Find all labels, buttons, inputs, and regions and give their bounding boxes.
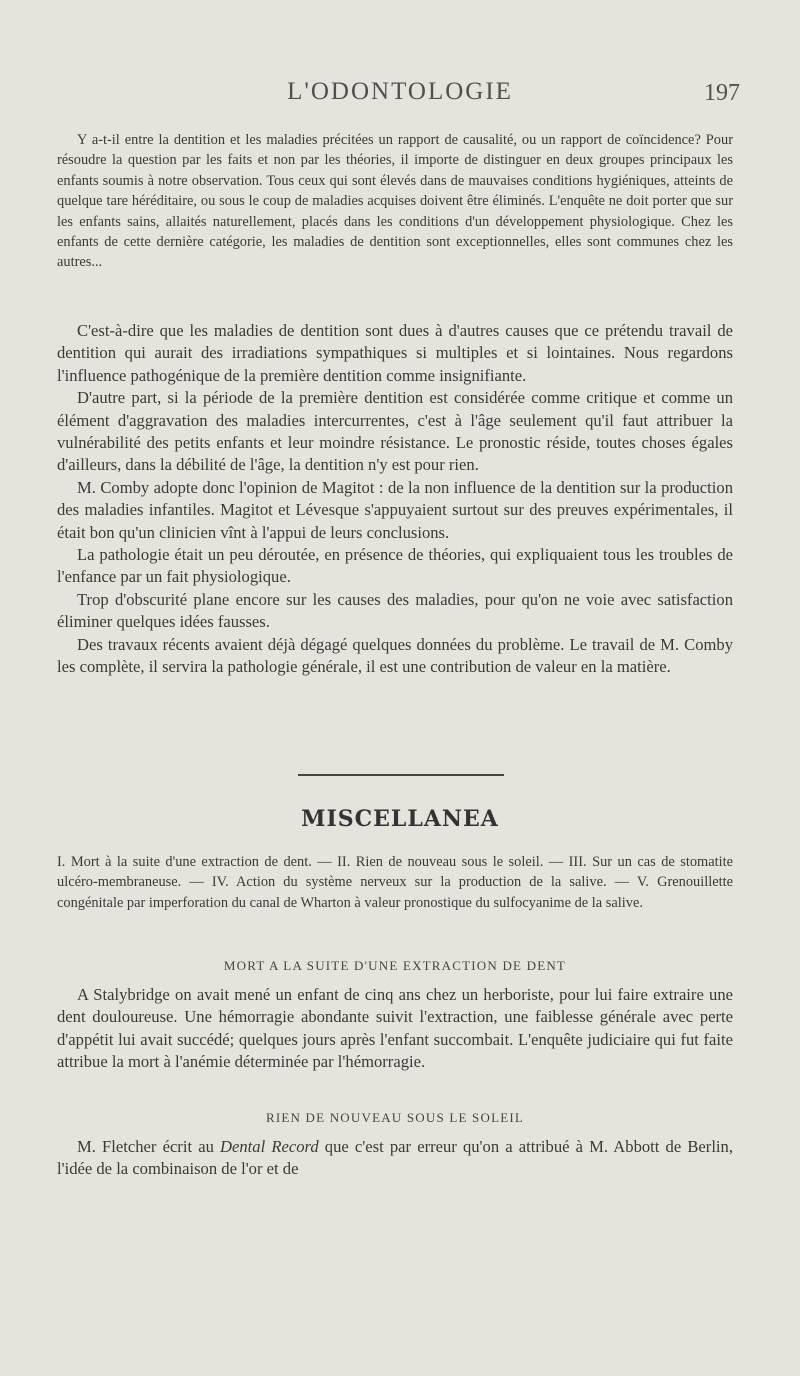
body-paragraph-4: La pathologie était un peu déroutée, en présence de théories, qui expliquaient tous les troubles de l'enfance par un fait physiologique. <box>57 545 733 587</box>
body-paragraph-6: Des travaux récents avaient déjà dégagé quelques données du problème. Le travail de M. Comby les complète, il servira la pathologie générale, il est une contribution de valeur en la matière. <box>57 634 733 677</box>
article-2-text-after: que c'est par erreur qu'on a attribué à M. Abbott de Berlin, l'idée de la combinaison de l'or et de <box>57 1137 733 1179</box>
article-1-title: MORT A LA SUITE D'UNE EXTRACTION DE DENT <box>223 958 567 973</box>
body-paragraph-5: Trop d'obscurité plane encore sur les causes des maladies, pour qu'on ne voie avec satisfaction éliminer quelques idées fausses. <box>57 589 733 632</box>
article-2 <box>57 1110 733 1181</box>
quote-paragraph: Y a-t-il entre la dentition et les maladies précitées un rapport de causalité, ou un rapport de coïncidence? Pour résoudre la question par les faits et non par les théories, il importe de distinguer en deux groupes principaux les enfants soumis à notre observation. Tous ceux qui sont élevés dans de mauvaises conditions hygiéniques, atteints de quelque tare héréditaire, ou sous le coup de maladies acquises doivent être éliminés. L'enquête ne doit porter que sur les enfants sains, allaités naturellement, placés dans les conditions d'un développement physiologique. Chez les enfants de cette dernière catégorie, les maladies de dentition sont exceptionnelles, elles sont communes chez les autres... <box>57 132 733 271</box>
running-header: L'ODONTOLOGIE <box>287 78 513 105</box>
article-1 <box>57 958 733 1074</box>
section-title: MISCELLANEA <box>301 806 499 832</box>
article-2-text-before: M. Fletcher écrit au <box>77 1137 221 1156</box>
body-text <box>57 320 733 679</box>
article-2-title: RIEN DE NOUVEAU SOUS LE SOLEIL <box>265 1110 525 1125</box>
body-paragraph-2: D'autre part, si la période de la première dentition est considérée comme critique et comme un élément d'aggravation des maladies intercurrentes, c'est à l'âge seulement qu'il faut attribuer la vulnérabilité des petits enfants et leur moindre résistance. Le pronostic réside, toutes choses égales d'ailleurs, dans la débilité de l'âge, la dentition n'y est pour rien. <box>57 388 733 475</box>
article-2-text <box>57 1136 733 1181</box>
section-summary: I. Mort à la suite d'une extraction de dent. — II. Rien de nouveau sous le soleil. — III. Sur un cas de stomatite ulcéro-membraneuse. — IV. Action du système nerveux sur la production de la salive. — V. Grenouillette congénitale par imperforation du canal de Wharton à valeur pronostique du sulfocyanime de la salive. <box>57 854 733 911</box>
article-1-text: A Stalybridge on avait mené un enfant de cinq ans chez un herboriste, pour lui faire extraire une dent douloureuse. Une hémorragie abondante suivit l'extraction, une faiblesse générale avec perte d'appétit lui avait succédé; quelques jours après l'enfant succombait. L'enquête judiciaire qui fut faite attribue la mort à l'anémie déterminée par l'hémorragie. <box>57 985 733 1072</box>
page-number: 197 <box>704 80 740 106</box>
body-paragraph-3: M. Comby adopte donc l'opinion de Magitot : de la non influence de la dentition sur la production des maladies infantiles. Magitot et Lévesque s'appuyaient surtout sur des preuves expérimentales, il était bon qu'un clinicien vînt à l'appui de leurs conclusions. <box>57 477 733 542</box>
section-divider <box>298 774 504 776</box>
body-paragraph-1: C'est-à-dire que les maladies de dentition sont dues à d'autres causes que ce prétendu travail de dentition qui aurait des irradiations sympathiques si multiples et si lointaines. Nous regardons l'influence pathogénique de la première dentition comme insignifiante. <box>57 321 733 385</box>
journal-name: Dental Record <box>220 1137 319 1156</box>
section-summary-block <box>57 852 733 913</box>
quote-block <box>57 130 733 273</box>
